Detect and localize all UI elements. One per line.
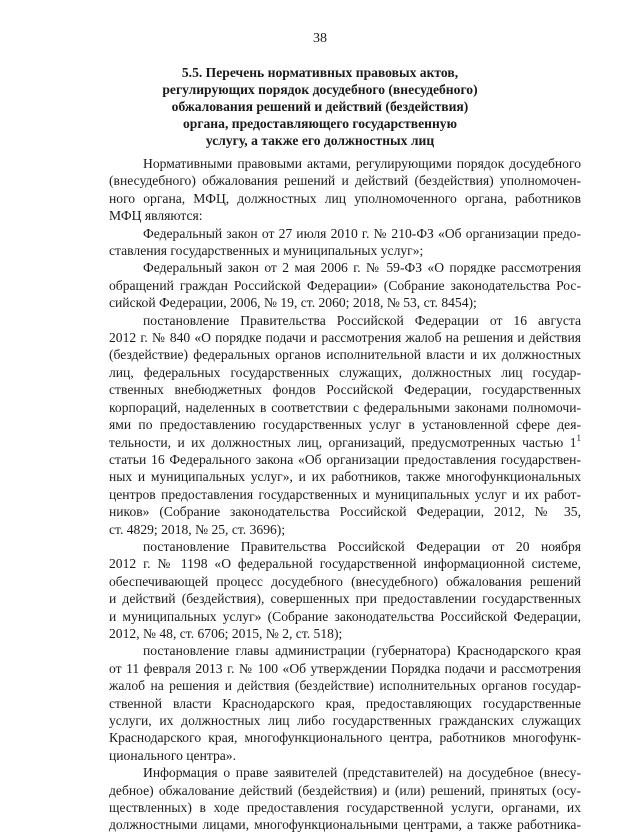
superscript: 1 [576,432,581,443]
text-line: Краснодарского края, многофункционального центра, работников многофунк- [109,730,581,746]
text-line: от 11 февраля 2013 г. № 100 «Об утверждении Порядка подачи и рассмотрения [109,660,581,676]
text-line: ников» (Собрание законодательства Российской Федерации, 2012, № 35, [109,504,581,520]
heading-line: услугу, а также его должностных лиц [205,133,435,148]
text-line: тельности, и их должностных лиц, организаций, предусмотренных частью $1^1$ [109,432,581,450]
paragraph [109,225,581,260]
text-line: Федеральный закон от 2 мая 2006 г. № 59-ФЗ «О порядке рассмотрения [143,260,581,276]
text-line: дебное) обжалование действий (бездействия) и (или) решений, принятых (осу- [109,782,581,798]
text-line: обеспечивающей процесс досудебного (внесудебного) обжалования решений [109,573,581,589]
text-line: жалоб на решения и действия (бездействие) исполнительных органов государ- [109,678,581,694]
text-line: и муниципальных услуг» (Собрание законодательства Российской Федерации, [109,608,581,624]
paragraph [109,764,581,834]
text-line: центров предоставления государственных и муниципальных услуг и их работ- [109,486,581,502]
text-line: (внесудебного) обжалования решений и действий (бездействия) уполномочен- [109,173,581,189]
heading-line: органа, предоставляющего государственную [182,116,457,131]
text-line: обращений граждан Российской Федерации» (Собрание законодательства Рос- [109,277,581,293]
text-line: ных и муниципальных услуг», и их работников, также многофункциональных [109,469,581,485]
text-line: ственной власти Краснодарского края, предоставляющих государственные [109,695,581,711]
text-line: лиц, федеральных государственных служащих, должностных лиц государ- [109,364,581,380]
text-line: Федеральный закон от 27 июля 2010 г. № 210-ФЗ «Об организации предо- [143,225,581,241]
paragraph [109,259,581,311]
text-line: ставления государственных и муниципальных услуг»; [109,243,424,259]
heading-line: регулирующих порядок досудебного (внесудебного) [162,82,478,97]
text-line: постановление Правительства Российской Федерации от 20 ноября [143,538,581,554]
text-line: корпораций, наделенных в соответствии с федеральными законами полномочи- [109,399,581,415]
text-line: ственных внебюджетных фондов Российской Федерации, государственных [109,382,581,398]
text-line: Нормативными правовыми актами, регулирующими порядок досудебного [143,156,581,171]
page-number: 38 [313,31,327,46]
text-line: сийской Федерации, 2006, № 19, ст. 2060; 2018, № 53, ст. 8454); [109,295,477,311]
text-line: должностными лицами, многофункциональными центрами, а также работника- [109,817,581,833]
text-line: 2012 г. № 1198 «О федеральной государственной информационной системе, [109,556,581,572]
heading-line: 5.5. Перечень нормативных правовых актов, [181,65,459,80]
paragraph [109,538,581,642]
section-heading [120,64,520,149]
text-line: 2012 г. № 840 «О порядке подачи и рассмотрения жалоб на решения и действия [109,330,581,346]
text-line: постановление главы администрации (губернатора) Краснодарского края [143,643,581,659]
text-line: и действий (бездействия), совершенных при предоставлении государственных [109,591,581,607]
text-line: постановление Правительства Российской Федерации от 16 августа [143,312,581,328]
paragraph [109,642,581,764]
text-line: услуги, их должностных лиц либо государственных гражданских служащих [109,713,581,728]
heading-line: обжалования решений и действий (бездействия) [171,99,469,114]
paragraph [109,312,581,538]
text-line: ст. 4829; 2018, № 25, ст. 3696); [109,521,286,537]
text-line: ционального центра». [109,747,236,763]
text-line: ществленных) в ходе предоставления государственной услуги, органами, их [109,800,581,816]
document-body [109,155,581,834]
text-line: (бездействие) федеральных органов исполнительной власти и их должностных [109,347,581,363]
text-line: МФЦ являются: [109,208,203,224]
text-line: Информация о праве заявителей (представителей) на досудебное (внесу- [143,765,581,781]
text-line: ями по предоставлению государственных услуг в установленной сфере дея- [109,417,581,433]
text-line: 2012, № 48, ст. 6706; 2015, № 2, ст. 518); [109,625,343,641]
text-line: статьи 16 Федерального закона «Об организации предоставления государствен- [109,451,581,467]
paragraph [109,155,581,225]
text-line: ного органа, МФЦ, должностных лиц уполномоченного органа, работников [109,190,581,206]
